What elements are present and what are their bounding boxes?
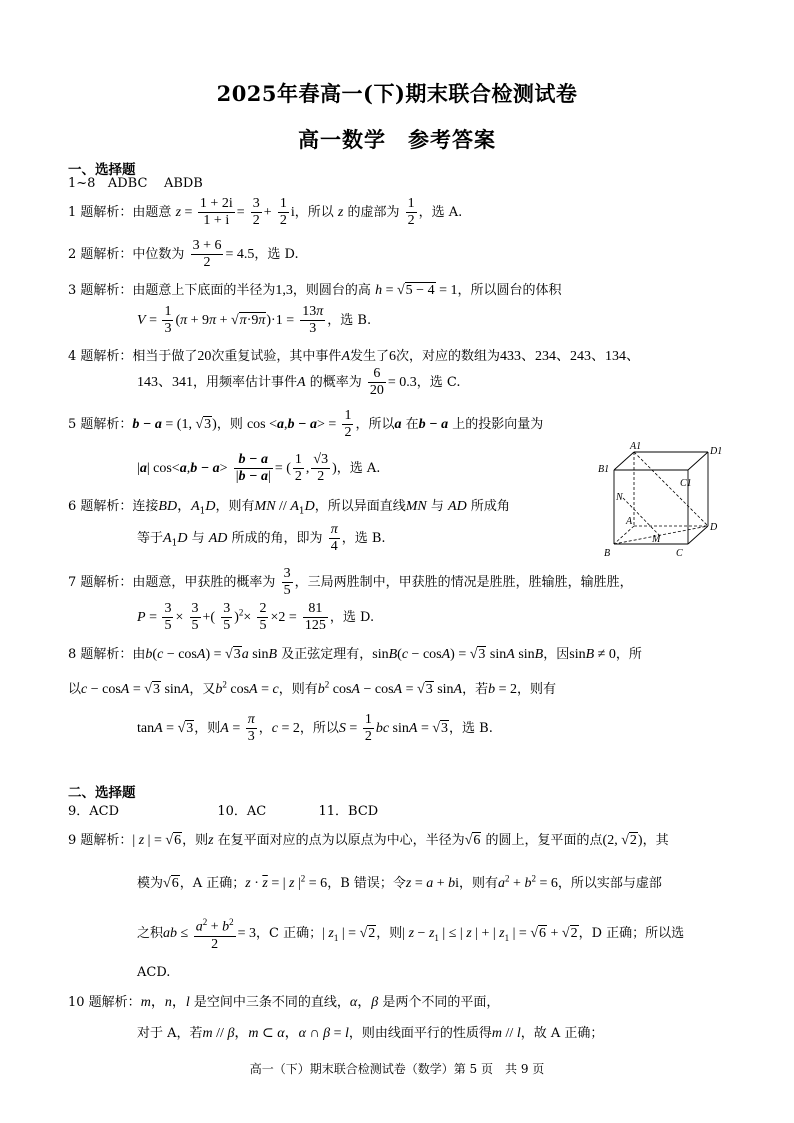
q1-label: 1 题解析： [68, 205, 133, 220]
solution-q5-line1: 5 题解析：b − a = (1, √3)，则 cos <a,b − a> = $\frac{1}{2}$ ，所以a 在b − a 上的投影向量为 [68, 408, 544, 440]
answers-group-b: ABDB [163, 176, 203, 191]
section-heading-multi: 二、选择题 [68, 785, 136, 801]
label-c: C [676, 548, 683, 559]
label-n: N [616, 492, 623, 503]
choice-answers-row [68, 176, 203, 191]
solution-q10-line1: 10 题解析：m，n，l 是空间中三条不同的直线，α，β 是两个不同的平面， [68, 995, 500, 1010]
solution-q3-line1: 3 题解析：由题意上下底面的半径为1,3，则圆台的高 h = √5 − 4 = 1，所以圆台的体积 [68, 283, 562, 298]
label-m: M [652, 534, 661, 545]
solution-q7-line1: 7 题解析：由题意，甲获胜的概率为 $\frac{3}{5}$ ，三局两胜制中，甲获胜的情况是胜胜，胜输胜，输胜胜， [68, 566, 633, 598]
solution-q8-line2: 以c − cosA = √3 sinA，又$b^2$ cosA = c，则有$b^2$ cosA − cosA = √3 sinA，若b = 2，则有 [68, 679, 557, 697]
solution-q9-line3: 之积ab ≤ $\frac{a^2 + b^2}{2}$ = 3，C 正确；| $z_1$ | = √2，则| $z - z_1$ | ≤ | z | + | $z_1$ | = √6 + √2，D 正确；所以选 [137, 914, 684, 953]
solution-q10-line2: 对于 A，若m // β，m ⊂ α，α ∩ β = l，则由线面平行的性质得m // l，故 A 正确； [137, 1026, 604, 1041]
solution-q8-line1: 8 题解析：由b(c − cosA) = √3a sinB 及正弦定理有，sinB(c − cosA) = √3 sinA sinB，因sinB ≠ 0，所 [68, 647, 642, 662]
solution-q6-line1: 6 题解析：连接BD，$A_1D$，则有MN // $A_1D$，所以异面直线MN 与 AD 所成角 [68, 499, 510, 517]
edge-ab [614, 526, 634, 544]
solution-q8-line3: tanA = √3，则A = $\frac{\pi}{3}$ ，c = 2，所以S = $\frac{1}{2}$ bc sinA = √3，选 B. [137, 712, 493, 744]
segment-a1d [634, 452, 708, 526]
exam-title: 2025年春高一(下)期末联合检测试卷 [216, 81, 578, 106]
solution-q7-line2: P = $\frac{3}{5}$ × $\frac{3}{5}$ +( $\frac{3}{5}$ )$^2$× $\frac{2}{5}$ ×2 = $\frac{81}{125}$ ，选 D. [137, 601, 375, 633]
label-a1: A1 [630, 442, 642, 452]
edge-a1b1 [614, 452, 634, 470]
answer-9: 9．ACD [68, 804, 120, 819]
answer-11: 11．BCD [318, 804, 379, 819]
solution-q2: 2 题解析：中位数为 $\frac{3 + 6}{2}$ = 4.5，选 D. [68, 238, 299, 270]
cube-figure [590, 442, 730, 562]
label-d: D [710, 522, 718, 533]
label-c1: C1 [680, 478, 692, 489]
section-heading-choice: 一、选择题 [68, 162, 136, 178]
solution-q9-line4: ACD. [137, 965, 171, 980]
solution-q4-line2: 143、341，用频率估计事件A 的概率为 $\frac{6}{20}$ = 0.3，选 C. [137, 366, 461, 398]
solution-q1: 1 题解析：由题意 z = $\frac{1 + 2i}{1 + i}$ = $\frac{3}{2}$ + $\frac{1}{2}$ i，所以 z 的虚部为 $\frac{1}{2}$ ，选 A. [68, 196, 463, 228]
page-subtitle: 高一数学 参考答案 [298, 127, 496, 152]
label-d1: D1 [710, 446, 723, 457]
edge-cd [688, 526, 708, 544]
answers-group-a: ADBC [107, 176, 148, 191]
solution-q6-line2: 等于$A_1D$ 与 AD 所成的角，即为 $\frac{\pi}{4}$ ，选 B. [137, 522, 386, 554]
answers-range: 1~8 [68, 176, 96, 191]
segment-bd [614, 526, 708, 544]
solution-q9-line1: 9 题解析：| z | = √6，则z 在复平面对应的点为以原点为中心，半径为√6 的圆上，复平面的点(2, √2)，其 [68, 833, 669, 848]
edge-d1c1 [688, 452, 708, 470]
solution-q9-line2: 模为√6，A 正确；$z \cdot \overline{z}$ = | z $|^2 = 6$，B 错误；令z = a + bi，则有$a^2 + b^2 = 6$，所以实部与虚部 [137, 873, 662, 891]
solution-q3-line2: V = $\frac{1}{3}$ (π + 9π + √π·9π)·1 = $\frac{13\pi}{3}$ ，选 B. [137, 304, 372, 336]
page-footer: 高一（下）期末联合检测试卷（数学）第 5 页 共 9 页 [249, 1062, 545, 1076]
solution-q4-line1: 4 题解析：相当于做了20次重复试验，其中事件A发生了6次，对应的数组为433、234、243、134、 [68, 349, 641, 364]
answer-10: 10．AC [217, 804, 267, 819]
label-b1: B1 [598, 464, 610, 475]
label-b: B [604, 548, 611, 559]
solution-q5-line2: |a| cos<a,b − a> $\frac{b - a}{|b - a|}$ = ( $\frac{1}{2}$ , $\frac{√3}{2}$ )，选 A. [137, 452, 381, 484]
label-a: A [626, 516, 633, 527]
multi-answers-row [68, 800, 378, 819]
